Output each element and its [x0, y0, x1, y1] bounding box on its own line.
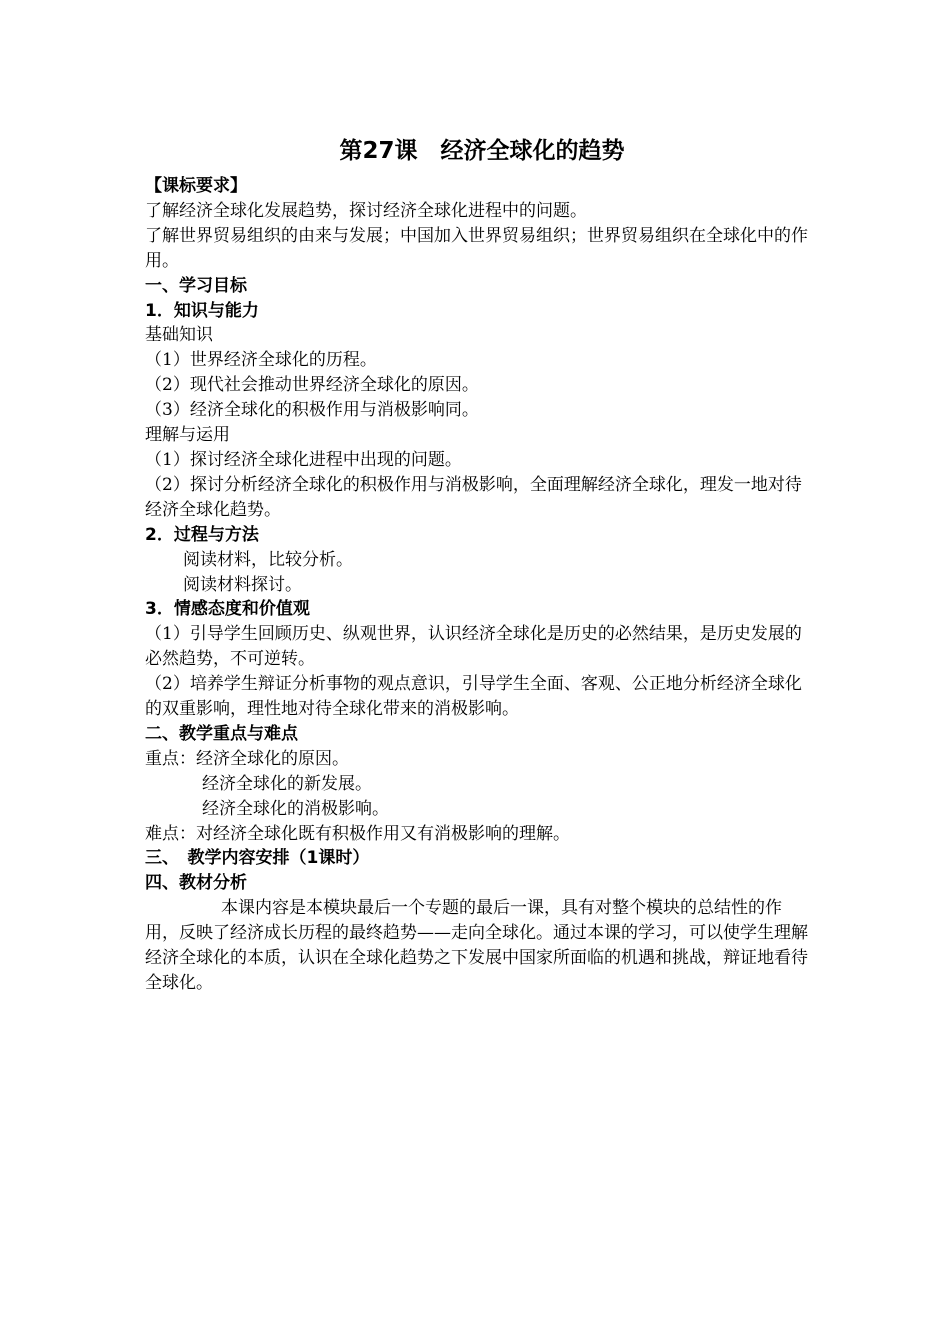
list-item: 经济全球化的消极影响。	[202, 798, 389, 819]
subsection-heading-process: 2．过程与方法	[145, 524, 259, 545]
page-title: 第27课 经济全球化的趋势	[339, 138, 625, 164]
curriculum-line: 了解世界贸易组织的由来与发展；中国加入世界贸易组织；世界贸易组织在全球化中的作用。	[145, 225, 808, 271]
list-item: 经济全球化的新发展。	[202, 773, 372, 794]
list-item: （2）探讨分析经济全球化的积极作用与消极影响，全面理解经济全球化，理发一地对待经济全球化趋势。	[145, 474, 802, 520]
section-heading-keypoints: 二、教学重点与难点	[145, 723, 298, 744]
basic-knowledge-label: 基础知识	[145, 325, 213, 346]
key-label: 重点：	[145, 748, 196, 769]
section-heading-goals: 一、学习目标	[145, 275, 247, 296]
list-item: （1）世界经济全球化的历程。	[145, 350, 377, 371]
difficulty-line: 难点：对经济全球化既有积极作用又有消极影响的理解。	[145, 823, 570, 844]
list-item: （2）现代社会推动世界经济全球化的原因。	[145, 375, 479, 396]
list-item: （2）培养学生辩证分析事物的观点意识，引导学生全面、客观、公正地分析经济全球化的双重影响，理性地对待全球化带来的消极影响。	[145, 674, 802, 720]
curriculum-line: 了解经济全球化发展趋势，探讨经济全球化进程中的问题。	[145, 200, 587, 221]
key-line	[145, 747, 813, 772]
list-item: （1）引导学生回顾历史、纵观世界，认识经济全球化是历史的必然结果，是历史发展的必然趋势，不可逆转。	[145, 624, 802, 670]
list-item: 阅读材料，比较分析。	[183, 549, 353, 570]
section-heading-arrangement: 三、 教学内容安排（1课时）	[145, 848, 370, 869]
document-content	[145, 134, 813, 996]
analysis-paragraph: 本课内容是本模块最后一个专题的最后一课，具有对整个模块的总结性的作用，反映了经济成长历程的最终趋势——走向全球化。通过本课的学习，可以使学生理解经济全球化的本质，认识在全球化趋势之下发展中国家所面临的机遇和挑战，辩证地看待全球化。	[145, 898, 808, 993]
understand-label: 理解与运用	[145, 425, 230, 446]
list-item: 经济全球化的原因。	[196, 748, 349, 769]
subsection-heading-values: 3．情感态度和价值观	[145, 599, 310, 620]
list-item: 阅读材料探讨。	[183, 574, 302, 595]
curriculum-heading: 【课标要求】	[145, 176, 247, 196]
list-item: （1）探讨经济全球化进程中出现的问题。	[145, 449, 462, 470]
section-heading-analysis: 四、教材分析	[145, 873, 247, 894]
list-item: （3）经济全球化的积极作用与消极影响同。	[145, 400, 479, 421]
subsection-heading-knowledge: 1．知识与能力	[145, 300, 259, 321]
